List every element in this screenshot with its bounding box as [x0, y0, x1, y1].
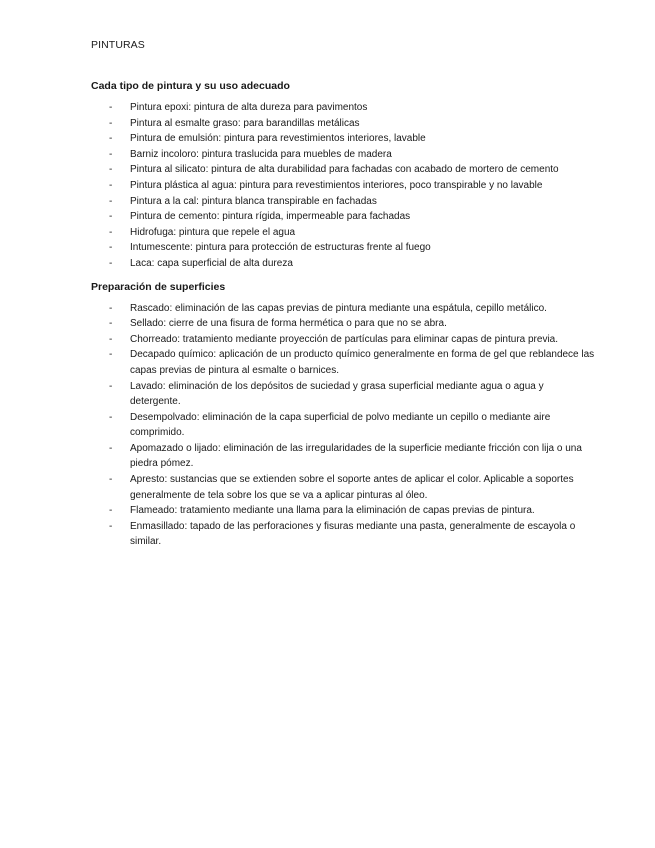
list-item-text: Flameado: tratamiento mediante una llama para la eliminación de capas previas de pintura. — [130, 505, 535, 517]
list-item-text: Pintura de cemento: pintura rígida, impermeable para fachadas — [130, 211, 411, 223]
surface-prep-list — [91, 301, 595, 551]
list-item — [91, 100, 595, 116]
list-item — [91, 225, 595, 241]
bullet-dash: - — [109, 333, 113, 345]
list-item — [91, 503, 595, 519]
bullet-dash: - — [109, 520, 113, 532]
bullet-dash: - — [109, 318, 113, 330]
list-item-text: Apomazado o lijado: eliminación de las irregularidades de la superficie mediante fricción con lija o una piedra pómez. — [130, 442, 582, 470]
bullet-dash: - — [109, 179, 113, 191]
list-item-text: Desempolvado: eliminación de la capa superficial de polvo mediante un cepillo o mediante aire comprimido. — [130, 411, 551, 439]
bullet-dash: - — [109, 474, 113, 486]
list-item — [91, 209, 595, 225]
bullet-dash: - — [109, 148, 113, 160]
list-item-text: Pintura al silicato: pintura de alta durabilidad para fachadas con acabado de mortero de cemento — [130, 164, 559, 176]
list-item-text: Pintura epoxi: pintura de alta dureza para pavimentos — [130, 102, 368, 113]
list-item-text: Laca: capa superficial de alta dureza — [130, 257, 293, 269]
list-item — [91, 116, 595, 132]
bullet-dash: - — [109, 411, 113, 423]
list-item — [91, 472, 595, 503]
section-heading-paint-types: Cada tipo de pintura y su uso adecuado — [91, 80, 290, 92]
list-item — [91, 256, 595, 272]
list-item — [91, 332, 595, 348]
bullet-dash: - — [109, 442, 113, 454]
bullet-dash: - — [109, 195, 113, 207]
list-item-text: Barniz incoloro: pintura traslucida para muebles de madera — [130, 148, 392, 160]
bullet-dash: - — [109, 242, 113, 254]
list-item-text: Sellado: cierre de una fisura de forma hermética o para que no se abra. — [130, 318, 447, 330]
list-item-text: Apresto: sustancias que se extienden sobre el soporte antes de aplicar el color. Aplicable a soportes generalmente de tela sobre los que se va a aplicar pinturas al óleo. — [130, 474, 574, 501]
bullet-dash: - — [109, 164, 113, 176]
list-item-text: Hidrofuga: pintura que repele el agua — [130, 226, 296, 238]
bullet-dash: - — [109, 133, 113, 145]
bullet-dash: - — [109, 302, 113, 314]
bullet-dash: - — [109, 102, 113, 113]
list-item — [91, 147, 595, 163]
list-item — [91, 178, 595, 194]
list-item — [91, 131, 595, 147]
bullet-dash: - — [109, 211, 113, 223]
list-item-text: Lavado: eliminación de los depósitos de suciedad y grasa superficial mediante agua o agua y detergente. — [130, 380, 544, 408]
list-item-text: Chorreado: tratamiento mediante proyección de partículas para eliminar capas de pintura previa. — [130, 333, 559, 345]
list-item — [91, 347, 595, 378]
list-item — [91, 410, 595, 441]
section-heading-surface-prep: Preparación de superficies — [91, 280, 226, 293]
bullet-dash: - — [109, 257, 113, 269]
bullet-dash: - — [109, 349, 113, 361]
list-item-text: Pintura a la cal: pintura blanca transpirable en fachadas — [130, 195, 377, 207]
list-item — [91, 379, 595, 410]
list-item-text: Enmasillado: tapado de las perforaciones y fisuras mediante una pasta, generalmente de escayola o similar. — [130, 520, 576, 548]
list-item — [91, 301, 595, 317]
list-item — [91, 519, 595, 550]
list-item — [91, 240, 595, 256]
list-item-text: Pintura plástica al agua: pintura para revestimientos interiores, poco transpirable y no lavable — [130, 179, 543, 191]
list-item — [91, 162, 595, 178]
bullet-dash: - — [109, 117, 113, 129]
bullet-dash: - — [109, 226, 113, 238]
list-item — [91, 194, 595, 210]
bullet-dash: - — [109, 505, 113, 517]
list-item — [91, 441, 595, 472]
list-item — [91, 316, 595, 332]
list-item-text: Rascado: eliminación de las capas previas de pintura mediante una espátula, cepillo metálico. — [130, 302, 547, 314]
list-item-text: Pintura al esmalte graso: para barandillas metálicas — [130, 117, 360, 129]
bullet-dash: - — [109, 380, 113, 392]
list-item-text: Pintura de emulsión: pintura para revestimientos interiores, lavable — [130, 133, 426, 145]
paint-types-list — [91, 100, 595, 272]
list-item-text: Decapado químico: aplicación de un producto químico generalmente en forma de gel que reblandece las capas previas de pintura al esmalte o barnices. — [130, 349, 595, 376]
list-item-text: Intumescente: pintura para protección de estructuras frente al fuego — [130, 242, 431, 254]
document-title: PINTURAS — [91, 39, 145, 51]
